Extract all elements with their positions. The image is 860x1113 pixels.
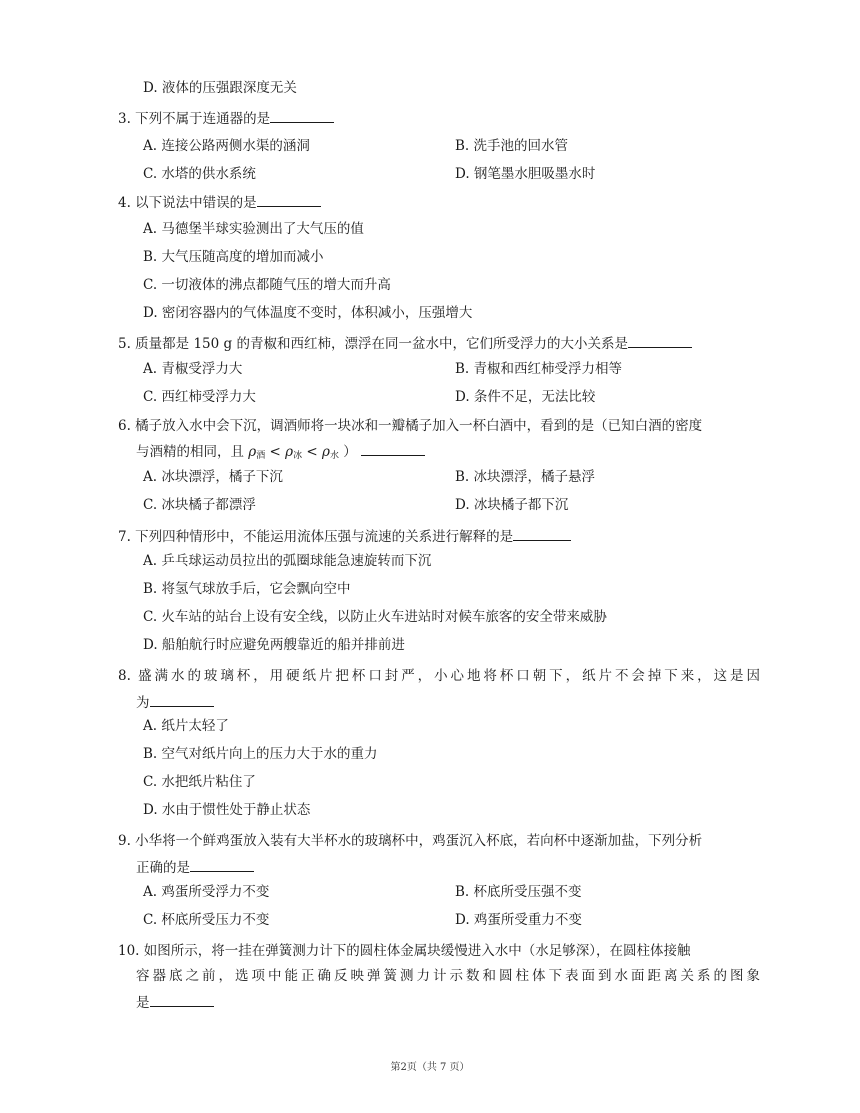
answer-blank xyxy=(190,857,254,872)
q8-option-d: D. 水由于惯性处于静止状态 xyxy=(143,802,311,818)
answer-blank xyxy=(513,526,571,541)
q7-option-b: B. 将氢气球放手后，它会飘向空中 xyxy=(143,581,351,597)
q3-stem: 3. 下列不属于连通器的是 xyxy=(118,108,334,129)
q9-option-d: D. 鸡蛋所受重力不变 xyxy=(455,912,582,928)
q6-option-b: B. 冰块漂浮，橘子悬浮 xyxy=(455,469,596,485)
answer-blank xyxy=(361,441,425,456)
q5-option-d: D. 条件不足，无法比较 xyxy=(455,389,596,405)
q6-option-c: C. 冰块橘子都漂浮 xyxy=(143,497,256,513)
q7-option-c: C. 火车站的站台上设有安全线，以防止火车进站时对候车旅客的安全带来威胁 xyxy=(143,609,607,625)
q8-stem-line1: 8. 盛满水的玻璃杯，用硬纸片把杯口封严，小心地将杯口朝下，纸片不会掉下来，这是因 xyxy=(118,668,760,684)
q5-option-c: C. 西红柿受浮力大 xyxy=(143,389,256,405)
q6-option-d: D. 冰块橘子都下沉 xyxy=(455,497,569,513)
q3-option-d: D. 钢笔墨水胆吸墨水时 xyxy=(455,166,596,182)
q7-option-d: D. 船舶航行时应避免两艘靠近的船并排前进 xyxy=(143,637,405,653)
q8-stem-line2: 为 xyxy=(136,692,214,713)
q2-option-d: D. 液体的压强跟深度无关 xyxy=(143,80,297,96)
q5-option-b: B. 青椒和西红柿受浮力相等 xyxy=(455,361,623,377)
answer-blank xyxy=(628,333,692,348)
q8-option-b: B. 空气对纸片向上的压力大于水的重力 xyxy=(143,746,378,762)
q8-option-a: A. 纸片太轻了 xyxy=(143,718,229,734)
q9-stem-line2: 正确的是 xyxy=(136,857,254,878)
q10-stem-line1: 10. 如图所示，将一挂在弹簧测力计下的圆柱体金属块缓慢进入水中（水足够深），在圆柱体接触 xyxy=(118,943,691,959)
q3-option-c: C. 水塔的供水系统 xyxy=(143,166,256,182)
answer-blank xyxy=(257,192,321,207)
q5-stem: 5. 质量都是 150 g 的青椒和西红柿，漂浮在同一盆水中，它们所受浮力的大小关系是 xyxy=(118,333,692,354)
q7-stem: 7. 下列四种情形中，不能运用流体压强与流速的关系进行解释的是 xyxy=(118,526,571,547)
q8-option-c: C. 水把纸片粘住了 xyxy=(143,774,256,790)
q5-option-a: A. 青椒受浮力大 xyxy=(143,361,243,377)
q9-option-c: C. 杯底所受压力不变 xyxy=(143,912,270,928)
answer-blank xyxy=(270,108,334,123)
q4-stem: 4. 以下说法中错误的是 xyxy=(118,192,321,213)
answer-blank xyxy=(150,992,214,1007)
q10-stem-line2: 容器底之前，选项中能正确反映弹簧测力计示数和圆柱体下表面到水面距离关系的图象 xyxy=(136,968,760,984)
q4-option-d: D. 密闭容器内的气体温度不变时，体积减小，压强增大 xyxy=(143,305,473,321)
q4-option-c: C. 一切液体的沸点都随气压的增大而升高 xyxy=(143,277,391,293)
q4-option-a: A. 马德堡半球实验测出了大气压的值 xyxy=(143,221,364,237)
q6-option-a: A. 冰块漂浮，橘子下沉 xyxy=(143,469,283,485)
q9-stem-line1: 9. 小华将一个鲜鸡蛋放入装有大半杯水的玻璃杯中，鸡蛋沉入杯底，若向杯中逐渐加盐，下列分析 xyxy=(118,833,703,849)
q7-option-a: A. 乒乓球运动员拉出的弧圈球能急速旋转而下沉 xyxy=(143,553,432,569)
q6-stem-line2: 与酒精的相同，且 $\rho_酒 < \rho_冰 < \rho_水$ ） xyxy=(136,441,425,466)
q3-option-a: A. 连接公路两侧水渠的涵洞 xyxy=(143,138,310,154)
q6-stem-line1: 6. 橘子放入水中会下沉，调酒师将一块冰和一瓣橘子加入一杯白酒中，看到的是（已知白酒的密度 xyxy=(118,418,703,434)
q3-option-b: B. 洗手池的回水管 xyxy=(455,138,569,154)
q9-option-a: A. 鸡蛋所受浮力不变 xyxy=(143,884,270,900)
q9-option-b: B. 杯底所受压强不变 xyxy=(455,884,582,900)
page-footer: 第2页（共 7 页） xyxy=(390,1062,470,1073)
answer-blank xyxy=(150,692,214,707)
q4-option-b: B. 大气压随高度的增加而减小 xyxy=(143,249,324,265)
q10-stem-line3: 是 xyxy=(136,992,214,1013)
